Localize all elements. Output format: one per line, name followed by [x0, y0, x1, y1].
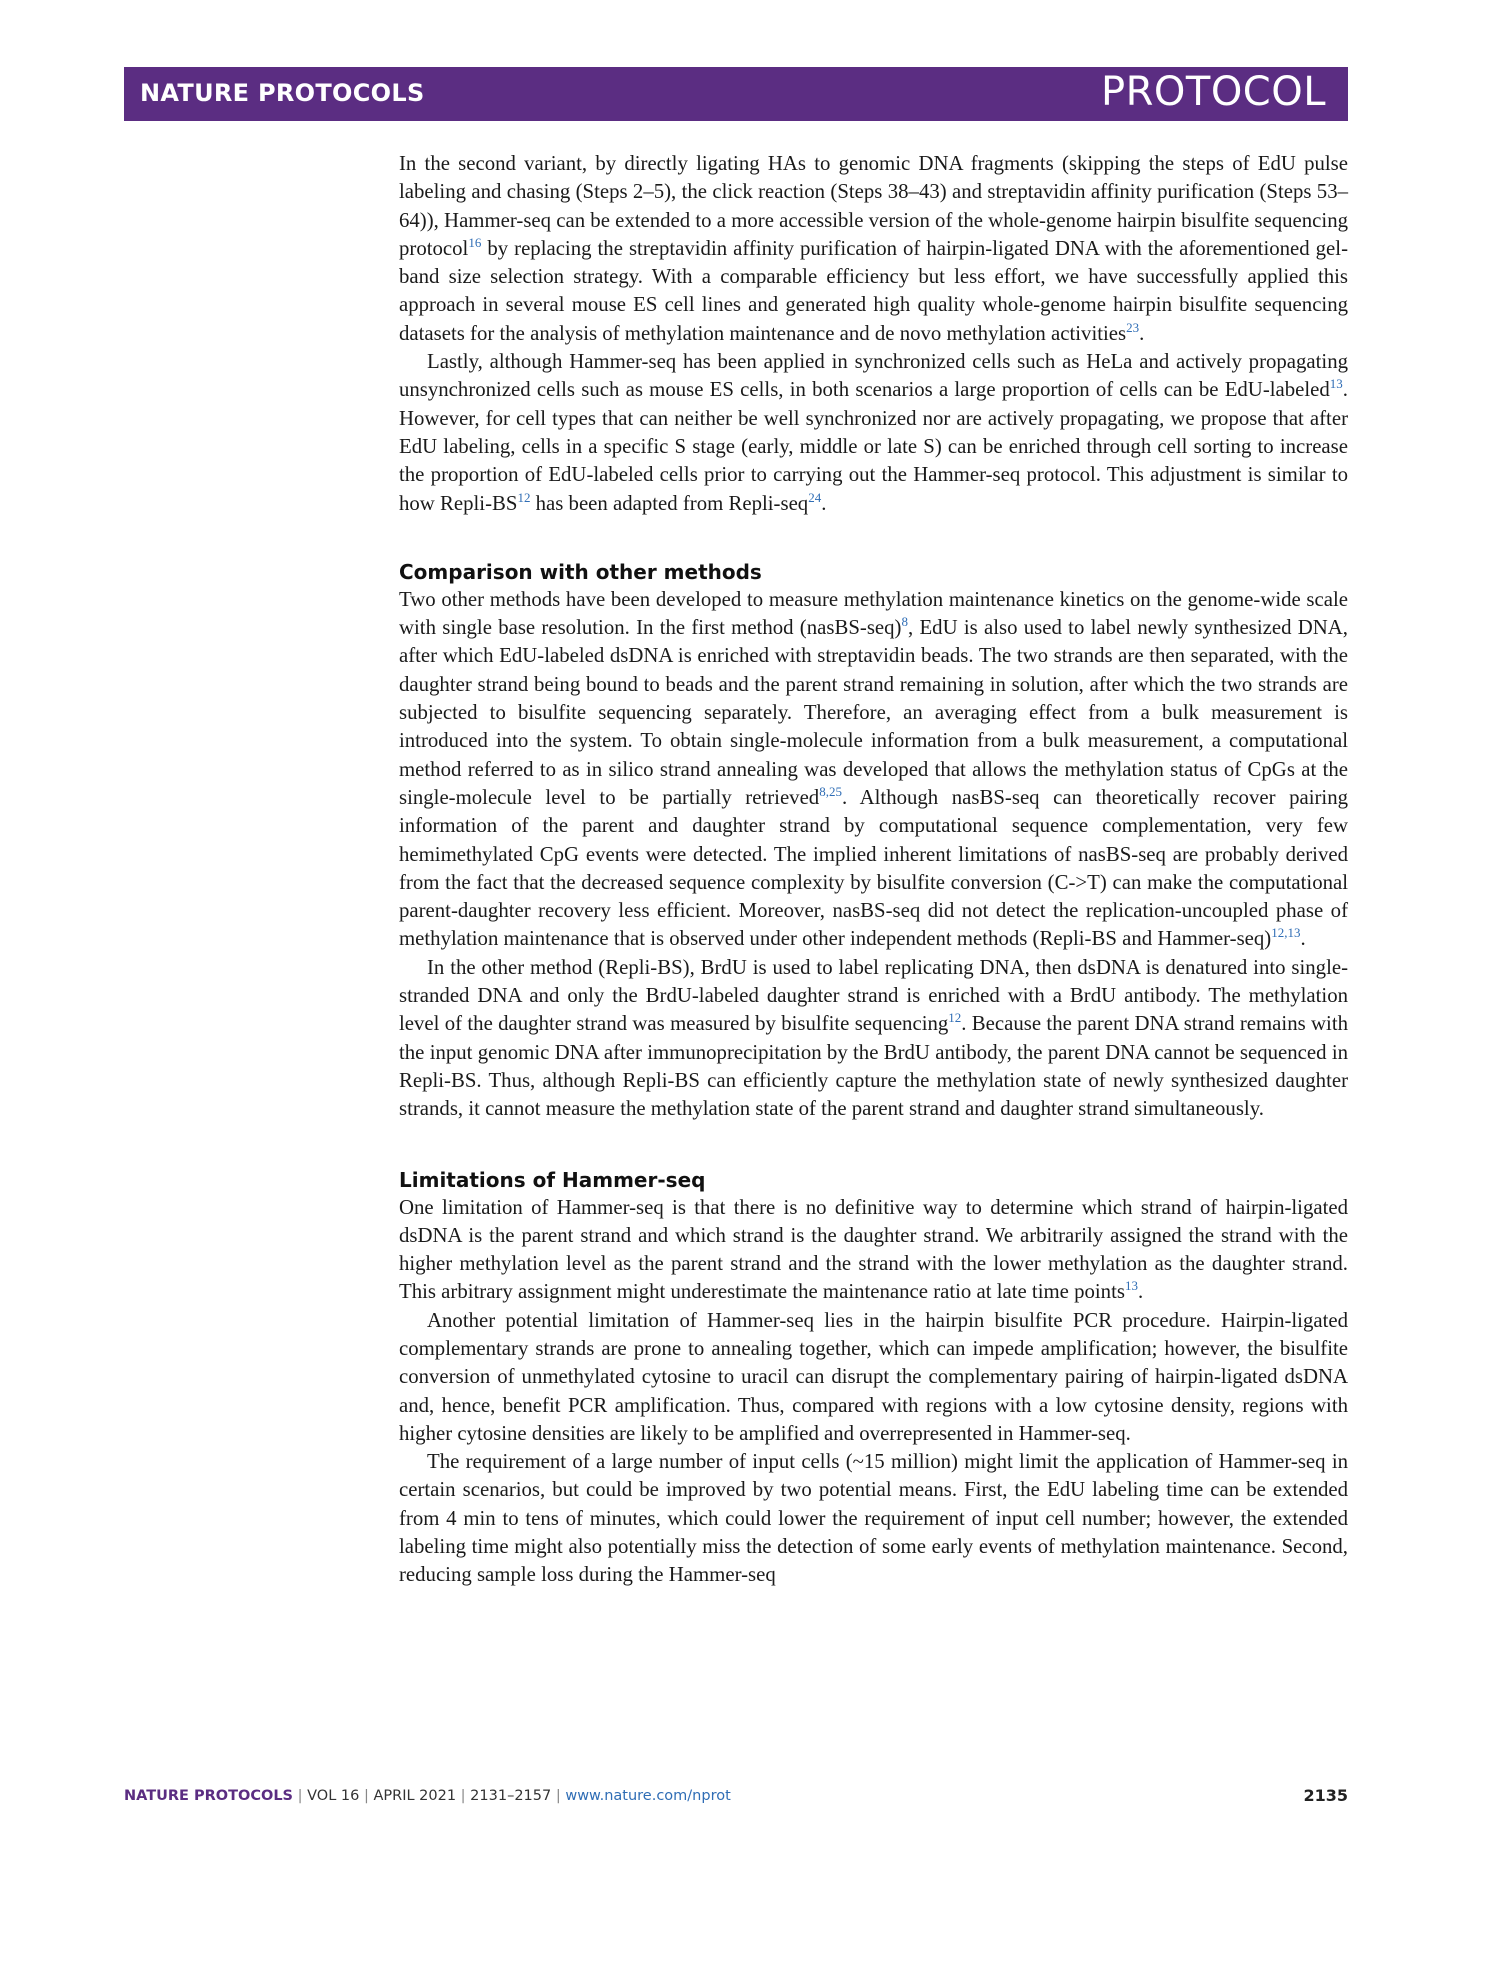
- reference-link[interactable]: 12: [948, 1010, 962, 1026]
- footer-journal: NATURE PROTOCOLS: [124, 1788, 294, 1804]
- footer-url-link[interactable]: www.nature.com/nprot: [565, 1788, 731, 1804]
- paragraph: In the second variant, by directly ligating HAs to genomic DNA fragments (skipping the steps of EdU pulse labeling and chasing (Steps 2–5), the click reaction (Steps 38–43) and streptavidin affinity purification (Steps 53–64)), Hammer-seq can be extended to a more accessible version of the whole-genome hairpin bisulfite sequencing protocol$^{16}$ by replacing the streptavidin affinity purification of hairpin-ligated DNA with the aforementioned gel-band size selection strategy. With a comparable efficiency but less effort, we have successfully applied this approach in several mouse ES cell lines and generated high quality whole-genome hairpin bisulfite sequencing datasets for the analysis of methylation maintenance and de novo methylation activities$^{23}$.: [399, 152, 1348, 345]
- reference-link[interactable]: 8: [901, 614, 908, 630]
- footer-citation: NATURE PROTOCOLS | VOL 16 | APRIL 2021 | 2131–2157 | www.nature.com/nprot: [124, 1788, 731, 1804]
- reference-link[interactable]: 12: [517, 489, 531, 505]
- footer-volume: VOL 16: [307, 1788, 360, 1804]
- section-heading-limitations: Limitations of Hammer-seq: [399, 1167, 706, 1192]
- section-heading-comparison: Comparison with other methods: [399, 559, 762, 584]
- paragraph: One limitation of Hammer-seq is that there is no definitive way to determine which strand of hairpin-ligated dsDNA is the parent strand and which strand is the daughter strand. We arbitrarily assigned the strand with the higher methylation level as the parent strand and the strand with the lower methylation as the daughter strand. This arbitrary assignment might underestimate the maintenance ratio at late time points$^{13}$.: [399, 1195, 1348, 1304]
- paragraph: Another potential limitation of Hammer-seq lies in the hairpin bisulfite PCR procedure. Hairpin-ligated complementary strands are prone to annealing together, which can impede amplification; however, the bisulfite conversion of unmethylated cytosine to uracil can disrupt the complementary pairing of hairpin-ligated dsDNA and, hence, benefit PCR amplification. Thus, compared with regions with a low cytosine density, regions with higher cytosine densities are likely to be amplified and overrepresented in Hammer-seq.: [399, 1308, 1348, 1445]
- article-type-label: PROTOCOL: [1100, 69, 1326, 115]
- reference-link[interactable]: 13: [1124, 1278, 1138, 1294]
- article-body: [399, 150, 1348, 1590]
- reference-link[interactable]: 12,13: [1271, 925, 1301, 941]
- paragraph: The requirement of a large number of input cells (~15 million) might limit the application of Hammer-seq in certain scenarios, but could be improved by two potential means. First, the EdU labeling time can be extended from 4 min to tens of minutes, which could lower the requirement of input cell number; however, the extended labeling time might also potentially miss the detection of some early events of methylation maintenance. Second, reducing sample loss during the Hammer-seq: [399, 1450, 1348, 1587]
- page-number: 2135: [1303, 1786, 1348, 1805]
- reference-link[interactable]: 16: [468, 234, 482, 250]
- journal-name: NATURE PROTOCOLS: [140, 79, 425, 107]
- footer-pages: 2131–2157: [470, 1788, 552, 1804]
- reference-link[interactable]: 8,25: [819, 784, 842, 800]
- journal-header-bar: [124, 67, 1348, 121]
- reference-link[interactable]: 13: [1329, 376, 1343, 392]
- paragraph: Two other methods have been developed to measure methylation maintenance kinetics on the genome-wide scale with single base resolution. In the first method (nasBS-seq)$^8$, EdU is also used to label newly synthesized DNA, after which EdU-labeled dsDNA is enriched with streptavidin beads. The two strands are then separated, with the daughter strand being bound to beads and the parent strand remaining in solution, after which the two strands are subjected to bisulfite sequencing separately. Therefore, an averaging effect from a bulk measurement is introduced into the system. To obtain single-molecule information from a bulk measurement, a computational method referred to as in silico strand annealing was developed that allows the methylation status of CpGs at the single-molecule level to be partially retrieved$^{8,25}$. Although nasBS-seq can theoretically recover pairing information of the parent and daughter strand by computational sequence complementation, very few hemimethylated CpG events were detected. The implied inherent limitations of nasBS-seq are probably derived from the fact that the decreased sequence complexity by bisulfite conversion (C->T) can make the computational parent-daughter recovery less efficient. Moreover, nasBS-seq did not detect the replication-uncoupled phase of methylation maintenance that is observed under other independent methods (Repli-BS and Hammer-seq)$^{12,13}$.: [399, 587, 1349, 951]
- reference-link[interactable]: 24: [808, 489, 822, 505]
- footer-date: APRIL 2021: [373, 1788, 457, 1804]
- paragraph: In the other method (Repli-BS), BrdU is used to label replicating DNA, then dsDNA is denatured into single-stranded DNA and only the BrdU-labeled daughter strand is enriched with a BrdU antibody. The methylation level of the daughter strand was measured by bisulfite sequencing$^{12}$. Because the parent DNA strand remains with the input genomic DNA after immunoprecipitation by the BrdU antibody, the parent DNA cannot be sequenced in Repli-BS. Thus, although Repli-BS can efficiently capture the methylation state of newly synthesized daughter strands, it cannot measure the methylation state of the parent strand and daughter strand simultaneously.: [399, 955, 1348, 1121]
- reference-link[interactable]: 23: [1126, 319, 1140, 335]
- paragraph: Lastly, although Hammer-seq has been applied in synchronized cells such as HeLa and actively propagating unsynchronized cells such as mouse ES cells, in both scenarios a large proportion of cells can be EdU-labeled$^{13}$. However, for cell types that can neither be well synchronized nor are actively propagating, we propose that after EdU labeling, cells in a specific S stage (early, middle or late S) can be enriched through cell sorting to increase the proportion of EdU-labeled cells prior to carrying out the Hammer-seq protocol. This adjustment is similar to how Repli-BS$^{12}$ has been adapted from Repli-seq$^{24}$.: [399, 350, 1348, 515]
